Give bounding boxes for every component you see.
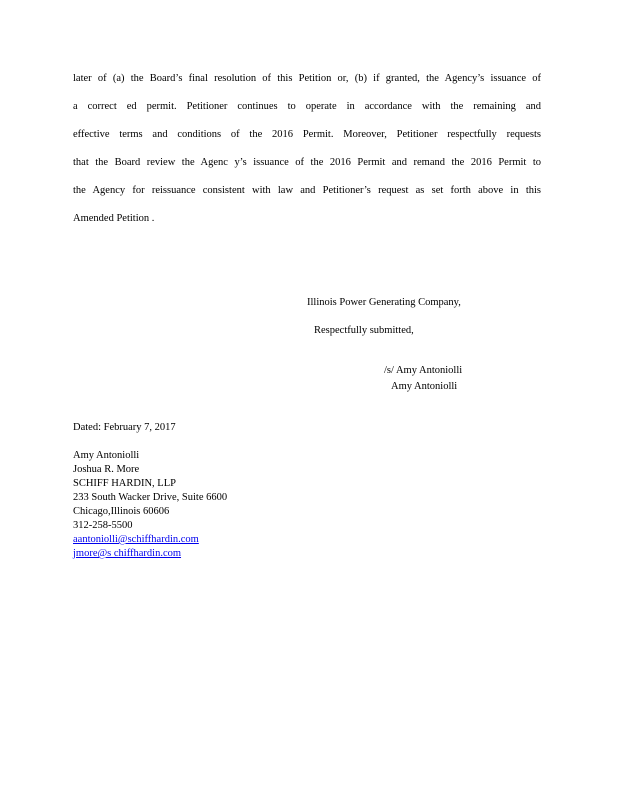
contact-firm: SCHIFF HARDIN, LLP	[73, 478, 176, 489]
signature-company: Illinois Power Generating Company,	[307, 297, 461, 308]
signature-name: Amy Antoniolli	[391, 381, 458, 392]
contact-phone: 312-258-5500	[73, 520, 133, 531]
body-line-2: a correct ed permit. Petitioner continues to operate in accordance with the remaining and	[73, 101, 541, 112]
contact-name-2: Joshua R. More	[73, 464, 140, 475]
dated-line: Dated: February 7, 2017	[73, 422, 176, 433]
body-line-4: that the Board review the Agenc y’s issuance of the 2016 Permit and remand the 2016 Permit to	[73, 157, 541, 168]
body-line-3: effective terms and conditions of the 2016 Permit. Moreover, Petitioner respectfully requests	[73, 129, 541, 140]
contact-address-1: 233 South Wacker Drive, Suite 6600	[73, 492, 228, 503]
body-line-5: the Agency for reissuance consistent with law and Petitioner’s request as set forth above in this	[73, 185, 541, 196]
contact-name-1: Amy Antoniolli	[73, 450, 140, 461]
signature-signed: /s/ Amy Antoniolli	[384, 365, 463, 376]
contact-address-2: Chicago,Illinois 60606	[73, 506, 170, 517]
body-line-6: Amended Petition .	[73, 213, 155, 224]
signature-closing: Respectfully submitted,	[314, 325, 414, 336]
contact-email-1[interactable]: aantoniolli@schiffhardin.com	[73, 534, 199, 545]
contact-email-2[interactable]: jmore@s chiffhardin.com	[73, 548, 182, 559]
body-line-1: later of (a) the Board’s final resolution of this Petition or, (b) if granted, the Agency’s issuance of	[73, 73, 541, 84]
